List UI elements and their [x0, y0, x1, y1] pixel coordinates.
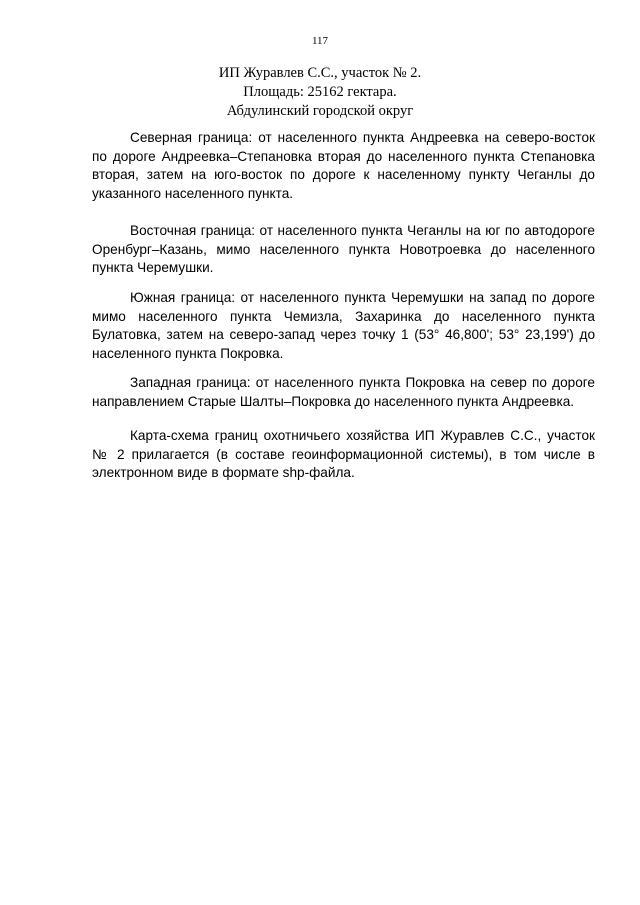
header-district: Абдулинский городской округ: [226, 103, 414, 119]
paragraph-west-border: Западная граница: от населенного пункта Покровка на север по дороге направлением Старые Шалты–Покровка до населенного пункта Андреевка.: [92, 375, 595, 409]
paragraph-south-border: Южная граница: от населенного пункта Черемушки на запад по дороге мимо населенного пункта Чемизла, Захаринка до населенного пункта Булатовка, затем на северо-запад через точку 1 (53° 46,800'; 53° 23,199') до населенного пункта Покровка.: [92, 290, 595, 361]
page-number: 117: [311, 35, 329, 47]
header-title: ИП Журавлев С.С., участок № 2.: [218, 65, 422, 81]
document-header: [0, 64, 640, 121]
paragraph-north-border: Северная граница: от населенного пункта Андреевка на северо-восток по дороге Андреевка–Степановка вторая до населенного пункта Степановка вторая, затем на юго-восток по дороге к населенному пункту Чеганлы до указанного населенного пункта.: [92, 130, 595, 201]
paragraph-east-border: Восточная граница: от населенного пункта Чеганлы на юг по автодороге Оренбург–Казань, мимо населенного пункта Новотроевка до населенного пункта Черемушки.: [92, 223, 595, 276]
paragraph-map-note: Карта-схема границ охотничьего хозяйства ИП Журавлев С.С., участок № 2 прилагается (в составе геоинформационной системы), в том числе в электронном виде в формате shp-файла.: [92, 428, 595, 481]
header-area: Площадь: 25162 гектара.: [243, 84, 397, 100]
